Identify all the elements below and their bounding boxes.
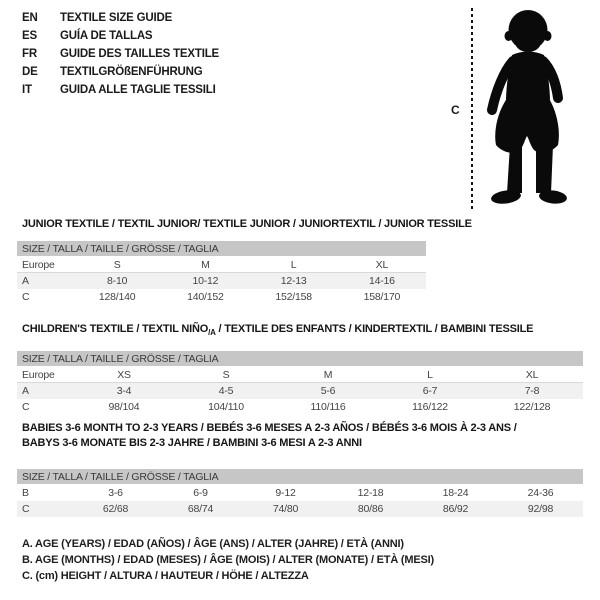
table-row-height [17,399,583,415]
size-cell: S [222,368,230,381]
size-header-bar: SIZE / TALLA / TAILLE / GRÖSSE / TAGLIA [17,351,583,366]
size-cell: M [323,368,333,381]
value-cell: 3-4 [116,385,132,397]
language-code: ES [22,30,37,42]
value-cell: 24-36 [527,487,554,499]
value-cell: 152/158 [275,291,312,303]
value-cell: 6-7 [422,385,438,397]
value-cell: 6-9 [193,487,208,499]
size-cell: M [201,258,210,271]
row-label: C [22,401,30,413]
size-cell: XL [525,368,539,381]
legend-line-a: A. AGE (YEARS) / EDAD (AÑOS) / ÂGE (ANS) / ALTER (JAHRE) / ETÀ (ANNI) [22,538,404,550]
babies-section-title [22,421,517,451]
children-table [17,351,583,415]
value-cell: 110/116 [310,401,346,413]
language-title: TEXTILE SIZE GUIDE [60,12,173,24]
table-row-europe [17,367,583,383]
value-cell: 8-10 [107,275,128,287]
value-cell: 10-12 [192,275,219,287]
value-cell: 18-24 [442,487,469,499]
table-row-age [17,273,426,289]
height-label: C [451,103,460,117]
table-row-age [17,383,583,399]
value-cell: 5-6 [320,385,336,397]
table-row-europe [17,257,426,273]
language-title: GUIDE DES TAILLES TEXTILE [60,48,219,60]
table-row-age-months [17,485,583,501]
value-cell: 122/128 [513,401,551,413]
value-cell: 4-5 [218,385,234,397]
value-cell: 92/98 [527,503,554,515]
row-label: C [22,503,30,515]
language-row-es [22,27,219,45]
row-label: Europe [22,368,55,381]
language-row-fr [22,45,219,63]
children-title-pre: CHILDREN'S TEXTILE / TEXTIL NIÑO [22,323,209,335]
value-cell: 12-18 [357,487,384,499]
value-cell: 9-12 [275,487,296,499]
value-cell: 7-8 [524,385,540,397]
baby-silhouette-icon [483,9,571,205]
size-header-bar: SIZE / TALLA / TAILLE / GRÖSSE / TAGLIA [17,241,426,256]
language-title: TEXTILGRÖßENFÜHRUNG [60,66,203,78]
size-cell: XS [117,368,131,381]
junior-section-title: JUNIOR TEXTILE / TEXTIL JUNIOR/ TEXTILE JUNIOR / JUNIORTEXTIL / JUNIOR TESSILE [22,218,472,230]
language-code: DE [22,66,38,78]
language-row-de [22,63,219,81]
value-cell: 74/80 [272,503,299,515]
size-cell: S [113,258,121,271]
legend-line-c: C. (cm) HEIGHT / ALTURA / HAUTEUR / HÖHE / ALTEZZA [22,570,309,582]
row-label: A [22,385,29,397]
value-cell: 104/110 [208,401,244,413]
value-cell: 140/152 [187,291,224,303]
row-label: C [22,291,30,303]
language-row-it [22,81,219,99]
size-cell: L [290,258,297,271]
row-label: B [22,487,29,499]
value-cell: 62/68 [102,503,129,515]
value-cell: 128/140 [98,291,136,303]
value-cell: 86/92 [442,503,469,515]
size-header-bar: SIZE / TALLA / TAILLE / GRÖSSE / TAGLIA [17,469,583,484]
babies-title-line2: BABYS 3-6 MONATE BIS 2-3 JAHRE / BAMBINI 3-6 MESI A 2-3 ANNI [22,437,362,449]
value-cell: 14-16 [368,275,395,287]
children-section-title [22,322,533,340]
language-code: IT [22,84,32,96]
junior-table [17,241,426,305]
value-cell: 158/170 [363,291,401,303]
row-label: Europe [22,258,55,271]
size-cell: XL [375,258,389,271]
children-title-sub: /A [208,328,216,338]
table-row-height [17,501,583,517]
row-label: A [22,275,29,287]
babies-title-line1: BABIES 3-6 MONTH TO 2-3 YEARS / BEBÉS 3-6 MESES A 2-3 AÑOS / BÉBÉS 3-6 MOIS À 2-3 ANS / [22,422,517,434]
value-cell: 12-13 [280,275,307,287]
legend-line-b: B. AGE (MONTHS) / EDAD (MESES) / ÂGE (MOIS) / ALTER (MONATE) / ETÀ (MESI) [22,554,434,566]
height-measure-dashed-line [471,8,473,211]
language-code: FR [22,48,37,60]
value-cell: 116/122 [412,401,448,413]
value-cell: 68/74 [187,503,214,515]
table-row-height [17,289,426,305]
value-cell: 80/86 [357,503,384,515]
language-title: GUIDA ALLE TAGLIE TESSILI [60,84,216,96]
value-cell: 98/104 [108,401,140,413]
size-cell: L [427,368,433,381]
value-cell: 3-6 [108,487,123,499]
language-row-en [22,9,219,27]
language-title: GUÍA DE TALLAS [60,30,153,42]
babies-table [17,469,583,517]
legend [22,536,434,584]
language-code: EN [22,12,38,24]
children-title-post: / TEXTILE DES ENFANTS / KINDERTEXTIL / BAMBINI TESSILE [215,323,534,335]
language-list [22,9,219,99]
